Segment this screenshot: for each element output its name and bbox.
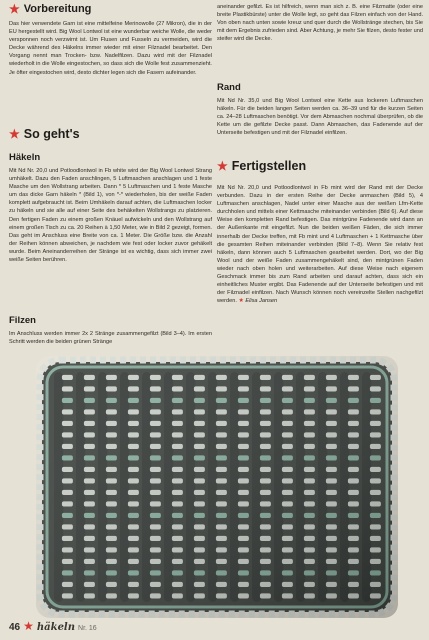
section-title-text: So geht's <box>23 127 80 141</box>
star-icon: ★ <box>9 2 20 16</box>
blanket-photo <box>36 356 398 618</box>
section-title-so-gehts <box>9 127 80 141</box>
rand-paragraph: Mit Nd Nr. 35,0 und Big Wool Lontwol eine Kette aus lockeren Luftmaschen häkeln. Für die beiden langen Seiten werden ca. 36–39 und für die kurzen Seiten ca. 24–28 Luftmaschen benötigt. Vor dem Abmaschen nochmal überprüfen, ob die Kette um die gefilzte Decke passt. Dann Abmaschen, das Fadenende auf der Unterseite befestigen und mit der Filznadel einfilzen. <box>217 98 423 137</box>
page-footer <box>9 620 97 634</box>
fertigstellen-text: Mit Nd Nr. 20,0 und Potloodlontwol in Fb mint wird der Rand mit der Decke verbunden. Dazu in der ersten Reihe der Decke anmaschen (Bild 5), 4 Luftmaschen anschlagen, Nadel unter einer Masche aus der weißen Lfm-Kette durchholen und mittels einer Kettmasche miteinander verbinden (Bild 6). Auf diese Weise den kompletten Rand befestigen. Das mintgrüne Fadenende wird dann an der Außenkante mit eingefilzt. Nun die beiden weißen Fäden, die sich immer innerhalb der Decke treffen, mit Fb mint und 4 Luftmaschen + 1 Kettmasche über die gesamten Reihen miteinander verbinden (Bild 7–8). Wenn Sie relativ fest häkeln, dann können auch 5 Luftmaschen gearbeitet werden. Dort, wo der Big Wool und der weiße Faden zusammengehäkelt sind, den mintgrünen Faden wieder nach oben holen und weiterarbeiten. Auf diese Weise nach eigenem Geschmack immer bis zum Rand arbeiten und darauf achten, dass sich ein einheitliches Muster ergibt. Das Fadenende auf der Unterseite befestigen und mit der Filznadel einfilzen. Nach Wunsch können noch vereinzelte Stellen nachgefilzt werden. <box>217 185 423 305</box>
star-icon: ★ <box>9 127 20 141</box>
star-icon: ★ <box>217 159 228 173</box>
section-title-text: Vorbereitung <box>23 3 92 15</box>
section-title-vorbereitung <box>9 3 91 15</box>
signature: ★ Elisa Jansen <box>238 298 278 305</box>
page-number: 46 <box>9 622 21 633</box>
blanket-illustration <box>36 356 398 618</box>
subhead-haekeln: Häkeln <box>9 152 41 163</box>
haekeln-paragraph: Mit Nd Nr. 20,0 und Potloodlontwol in Fb white wird der Big Wool Lontwol Strang umhäkelt. Dazu den Faden anschlingen, 5 Luftmaschen anschlagen und 1 feste Masche um den Wollstrang arbeiten. Dann * 5 Luftmaschen und 1 feste Masche um das dicke Garn häkeln * (Bild 1), von *-* wiederholen, bis der weiße Faden komplett aufgebraucht ist. Beim Umhäkeln darauf achten, die Luftmaschen locker zu häkeln und sie alle auf einer Seite des behäkelten Wollstrangs zu platzieren. Den fertigen Faden zu einem großen Knäuel aufwickeln und den Wollstrang auf einem großen Tisch zu ca. 20 Reihen à 1,50 Meter, wie in Bild 2 gezeigt, formen. Das geht im Anschluss eine Breite von ca. 1 Meter. Die Größe bzw. die Anzahl der Reihen können abweichen, je nachdem wie fest oder locker zuvor gehäkelt wurde. Beim Aneinanderreihen der Stränge ist es wichtig, dass sich immer zwei weiße Seiten berühren. <box>9 168 212 264</box>
fertigstellen-paragraph <box>217 184 423 305</box>
subhead-rand: Rand <box>217 82 241 93</box>
continued-paragraph: aneinander gefilzt. Es ist hilfreich, wenn man sich z. B. eine Filzmatte (oder eine breite Plastikbürste) unter die Wolle legt, so geht das Filzen einfach von der Hand. Von oben nach unten sowie kreuz und quer durch die Wollstränge stechen, bis Sie mit dem Ergebnis zufrieden sind. Aber Achtung, je mehr Sie filzen, desto fester und steifer wird die Decke. <box>217 4 423 43</box>
issue-number: Nr. 16 <box>78 625 97 632</box>
section-title-fertigstellen <box>217 159 306 173</box>
blanket-shading <box>36 356 398 618</box>
vorbereitung-paragraph: Das hier verwendete Garn ist eine mittelfeine Merinowolle (27 Mikron), die in der EU hergestellt wird. Big Wool Lontwol ist eine wunderbar weiche Wolle, die weder versponnen noch verzwirnt ist. Um Flusen und Fusseln zu vermeiden, wird die Decke während des Häkelns immer wieder mit einer Filznadel bearbeitet. Den Vorgang nennt man Trocken- bzw. Nadelfilzen. Dazu wird mit der Filznadel wiederholt in die Wolle eingestochen, so dass sich die Wolle fest zusammenzieht. Je öfter eingestochen wird, desto dichter legen sich die Fasern aufeinander. <box>9 21 212 76</box>
magazine-logo: häkeln <box>36 622 76 633</box>
star-icon: ★ <box>23 619 34 633</box>
section-title-text: Fertigstellen <box>231 159 307 173</box>
filzen-paragraph: Im Anschluss werden immer 2x 2 Stränge zusammengefilzt (Bild 3–4). Im ersten Schritt werden die beiden grünen Stränge <box>9 331 212 346</box>
subhead-filzen: Filzen <box>9 315 36 326</box>
